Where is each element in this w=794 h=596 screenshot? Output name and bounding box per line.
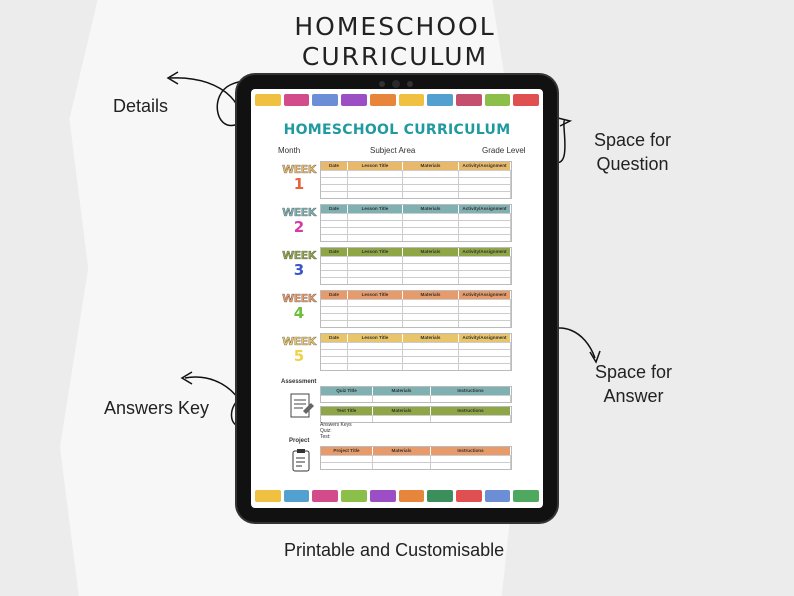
- column-header: Date: [321, 334, 348, 342]
- week-5-table: [320, 333, 512, 371]
- week-number: 2: [293, 218, 305, 236]
- column-header: Activity/Assignment: [459, 205, 511, 213]
- table-row[interactable]: [321, 356, 511, 363]
- week-word: WEEK: [282, 292, 316, 305]
- column-header: Activity/Assignment: [459, 162, 511, 170]
- column-header: Lesson Title: [348, 334, 403, 342]
- project-col-title: Project Title: [321, 447, 373, 455]
- test-table: [320, 406, 512, 423]
- tablet-screen: [251, 89, 543, 508]
- column-header: Materials: [403, 291, 459, 299]
- table-row[interactable]: [321, 177, 511, 184]
- table-row[interactable]: [321, 299, 511, 306]
- callout-space-question-line2: Question: [596, 154, 669, 174]
- column-header: Date: [321, 205, 348, 213]
- clipboard-icon: [289, 447, 315, 473]
- school-supplies-top-border: [251, 89, 543, 111]
- table-row[interactable]: [321, 263, 511, 270]
- project-col-instructions: Instructions: [431, 447, 511, 455]
- table-row[interactable]: [321, 256, 511, 263]
- column-header: Activity/Assignment: [459, 291, 511, 299]
- table-row[interactable]: [321, 306, 511, 313]
- table-row[interactable]: [321, 227, 511, 234]
- test-col-materials: Materials: [373, 407, 431, 415]
- column-header: Materials: [403, 248, 459, 256]
- week-word: WEEK: [282, 163, 316, 176]
- week-1-label: [281, 163, 317, 192]
- table-row[interactable]: [321, 191, 511, 198]
- table-row[interactable]: [321, 220, 511, 227]
- week-2-table: [320, 204, 512, 242]
- tablet-device: [237, 75, 557, 522]
- table-row[interactable]: [321, 213, 511, 220]
- column-header: Lesson Title: [348, 162, 403, 170]
- week-1-table: [320, 161, 512, 199]
- table-row[interactable]: [321, 349, 511, 356]
- test-col-title: Test Title: [321, 407, 373, 415]
- month-label: Month: [278, 146, 301, 155]
- table-row[interactable]: [321, 170, 511, 177]
- school-supplies-bottom-border: [251, 484, 543, 508]
- answers-test-label: Test:: [320, 434, 331, 440]
- callout-answers-key: Answers Key: [104, 398, 210, 418]
- week-word: WEEK: [282, 249, 316, 262]
- quiz-col-title: Quiz Title: [321, 387, 373, 395]
- title-line-1: HOMESCHOOL: [294, 12, 496, 41]
- quiz-table: [320, 386, 512, 403]
- week-number: 5: [293, 347, 305, 365]
- column-header: Date: [321, 291, 348, 299]
- callout-space-question-line1: Space for: [594, 130, 672, 150]
- week-word: WEEK: [282, 206, 316, 219]
- column-header: Activity/Assignment: [459, 334, 511, 342]
- assessment-icon: [287, 391, 317, 421]
- table-row[interactable]: [321, 234, 511, 241]
- callout-details: Details: [113, 96, 169, 116]
- answers-quiz-label: Quiz:: [320, 428, 332, 434]
- test-col-instructions: Instructions: [431, 407, 511, 415]
- week-2-label: [281, 206, 317, 235]
- tablet-camera: [377, 80, 415, 88]
- week-5-label: [281, 335, 317, 364]
- callout-printable: Printable and Customisable: [284, 540, 505, 560]
- table-row[interactable]: [321, 313, 511, 320]
- column-header: Lesson Title: [348, 291, 403, 299]
- column-header: Activity/Assignment: [459, 248, 511, 256]
- week-number: 4: [293, 304, 305, 322]
- callout-space-answer-line1: Space for: [595, 362, 673, 382]
- column-header: Lesson Title: [348, 248, 403, 256]
- week-3-table: [320, 247, 512, 285]
- column-header: Lesson Title: [348, 205, 403, 213]
- answers-keys-block: [320, 422, 352, 440]
- table-row[interactable]: [321, 270, 511, 277]
- project-table: [320, 446, 512, 470]
- week-3-label: [281, 249, 317, 278]
- project-label: Project: [289, 438, 310, 444]
- week-word: WEEK: [282, 335, 316, 348]
- table-row[interactable]: [321, 184, 511, 191]
- column-header: Date: [321, 248, 348, 256]
- quiz-col-materials: Materials: [373, 387, 431, 395]
- title-line-2: CURRICULUM: [301, 42, 489, 71]
- table-row[interactable]: [321, 342, 511, 349]
- week-number: 3: [293, 261, 305, 279]
- week-number: 1: [293, 175, 305, 193]
- column-header: Date: [321, 162, 348, 170]
- quiz-col-instructions: Instructions: [431, 387, 511, 395]
- column-header: Materials: [403, 205, 459, 213]
- subject-area-label: Subject Area: [370, 146, 416, 155]
- grade-level-label: Grade Level: [482, 146, 526, 155]
- column-header: Materials: [403, 334, 459, 342]
- week-4-table: [320, 290, 512, 328]
- assessment-label: Assessment: [281, 379, 317, 385]
- project-col-materials: Materials: [373, 447, 431, 455]
- week-4-label: [281, 292, 317, 321]
- table-row[interactable]: [321, 277, 511, 284]
- answers-keys-label: Answers Keys: [320, 422, 352, 428]
- sheet-title: HOMESCHOOL CURRICULUM: [283, 122, 511, 138]
- column-header: Materials: [403, 162, 459, 170]
- table-row[interactable]: [321, 363, 511, 370]
- table-row[interactable]: [321, 320, 511, 327]
- callout-space-answer-line2: Answer: [603, 386, 664, 406]
